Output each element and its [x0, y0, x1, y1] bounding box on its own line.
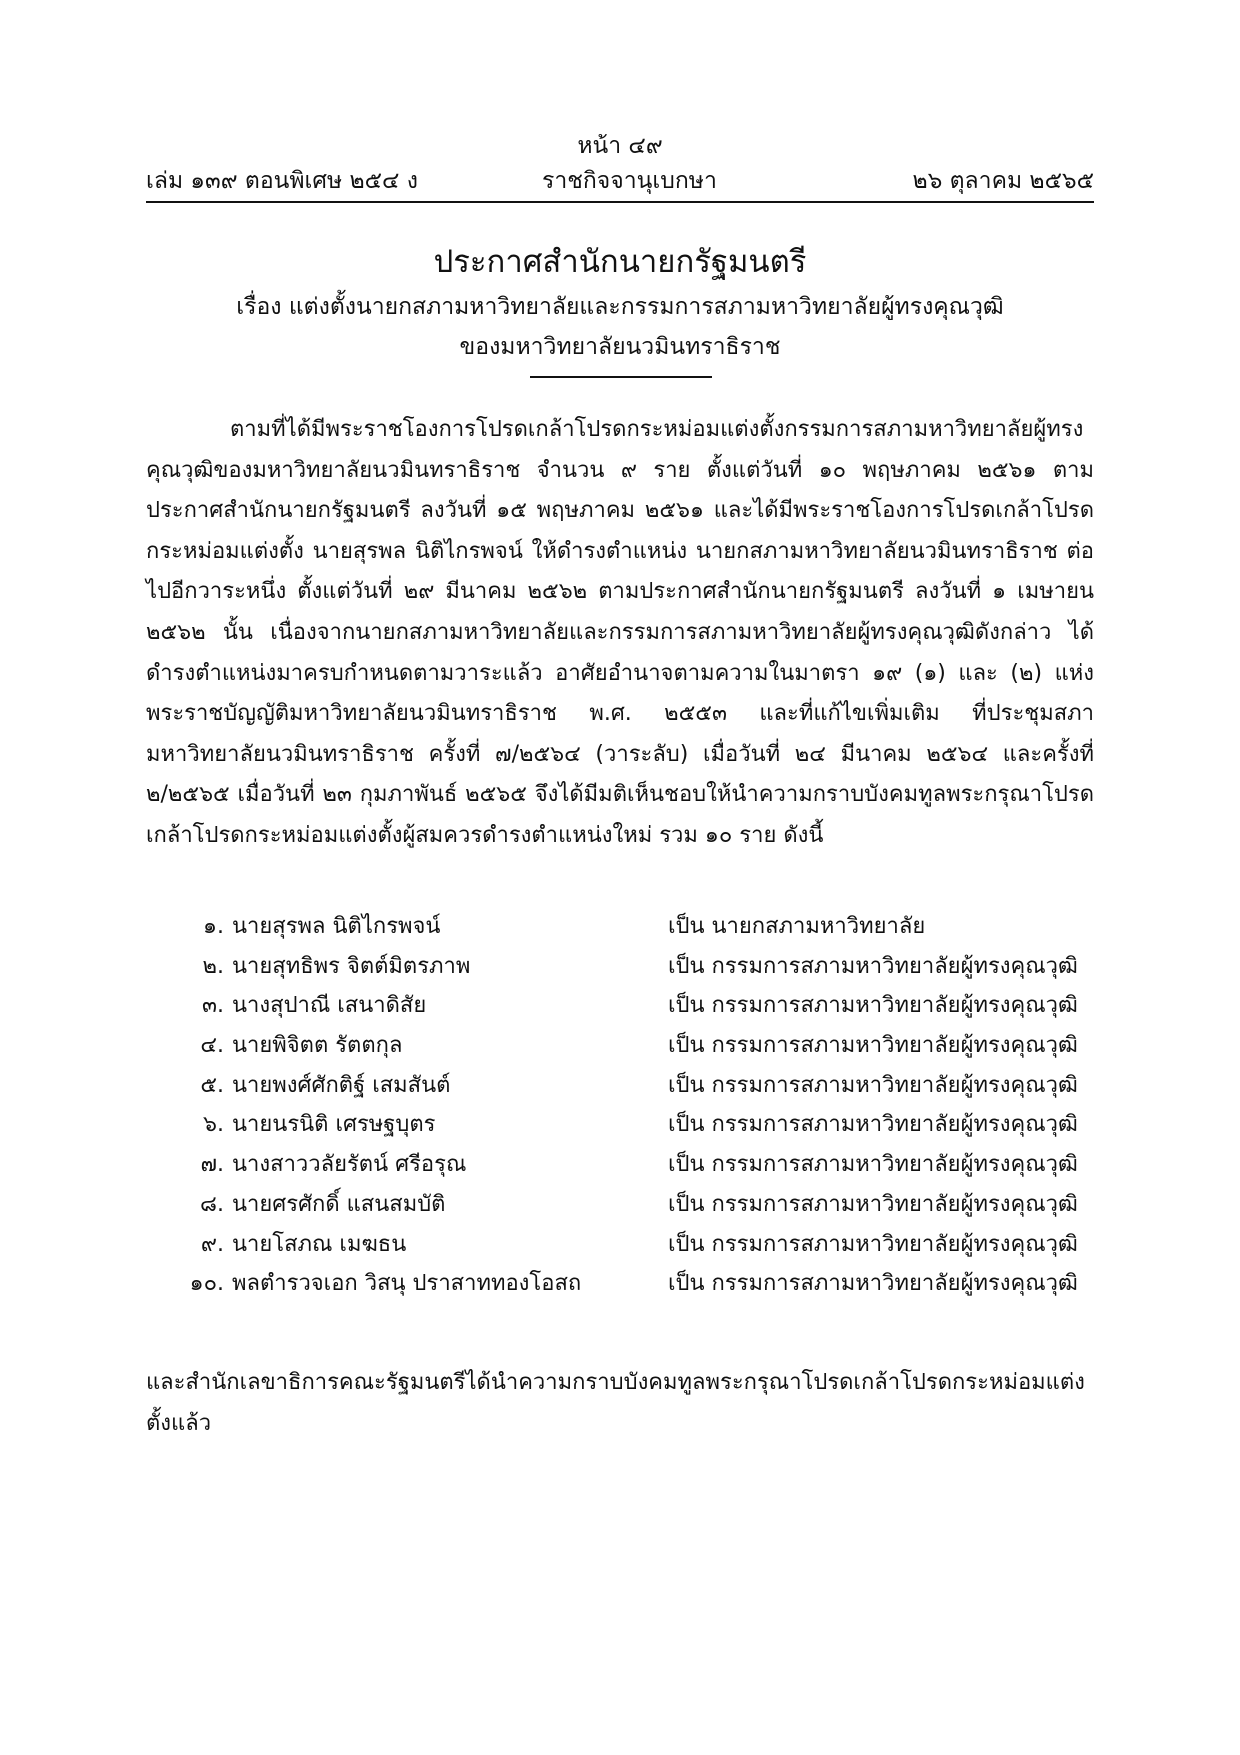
- page-number: หน้า ๔๙: [577, 133, 663, 159]
- appointee-role: เป็น กรรมการสภามหาวิทยาลัยผู้ทรงคุณวุฒิ: [668, 993, 1078, 1019]
- appointee-role: เป็น กรรมการสภามหาวิทยาลัยผู้ทรงคุณวุฒิ: [668, 1271, 1078, 1297]
- title-divider: [530, 376, 712, 378]
- appointee-number: ๙.: [200, 1231, 224, 1257]
- volume-issue: เล่ม ๑๓๙ ตอนพิเศษ ๒๕๔ ง: [146, 168, 418, 194]
- appointee-number: ๗.: [200, 1152, 224, 1178]
- list-item: [146, 1067, 1094, 1107]
- appointee-name: นางสุปาณี เสนาดิสัย: [232, 993, 427, 1019]
- appointee-name: นายพิจิตต รัตตกุล: [232, 1033, 403, 1059]
- list-item: [146, 908, 1094, 948]
- list-item: [146, 1265, 1094, 1305]
- appointee-number: ๕.: [200, 1072, 224, 1098]
- appointee-name: นางสาววลัยรัตน์ ศรีอรุณ: [232, 1152, 467, 1178]
- appointee-role: เป็น กรรมการสภามหาวิทยาลัยผู้ทรงคุณวุฒิ: [668, 953, 1078, 979]
- list-item: [146, 1106, 1094, 1146]
- list-item: [146, 1226, 1094, 1266]
- appointee-role: เป็น กรรมการสภามหาวิทยาลัยผู้ทรงคุณวุฒิ: [668, 1191, 1078, 1217]
- gazette-header: [146, 163, 1094, 199]
- appointee-role: เป็น กรรมการสภามหาวิทยาลัยผู้ทรงคุณวุฒิ: [668, 1231, 1078, 1257]
- appointee-list: [146, 908, 1094, 1305]
- list-item: [146, 1186, 1094, 1226]
- appointee-role: เป็น กรรมการสภามหาวิทยาลัยผู้ทรงคุณวุฒิ: [668, 1152, 1078, 1178]
- appointee-name: นายพงศ์ศักติฐ์ เสมสันต์: [232, 1072, 451, 1098]
- header-divider: [146, 201, 1094, 203]
- appointee-number: ๔.: [200, 1033, 224, 1059]
- list-item: [146, 1027, 1094, 1067]
- appointee-role: เป็น กรรมการสภามหาวิทยาลัยผู้ทรงคุณวุฒิ: [668, 1033, 1078, 1059]
- closing-paragraph: และสำนักเลขาธิการคณะรัฐมนตรีได้นำความกราบบังคมทูลพระกรุณาโปรดเกล้าโปรดกระหม่อมแต่งตั้งแล้ว: [146, 1370, 1085, 1436]
- appointee-name: นายสุทธิพร จิตต์มิตรภาพ: [232, 953, 471, 979]
- appointee-role: เป็น กรรมการสภามหาวิทยาลัยผู้ทรงคุณวุฒิ: [668, 1072, 1078, 1098]
- appointee-name: นายศรศักดิ์ แสนสมบัติ: [232, 1191, 446, 1217]
- appointee-role: เป็น กรรมการสภามหาวิทยาลัยผู้ทรงคุณวุฒิ: [668, 1112, 1078, 1138]
- list-item: [146, 948, 1094, 988]
- appointee-name: นายสุรพล นิติไกรพจน์: [232, 914, 441, 939]
- appointee-number: ๑๐.: [189, 1271, 224, 1297]
- appointee-number: ๒.: [202, 953, 224, 979]
- appointee-number: ๖.: [203, 1112, 224, 1138]
- publication-date: ๒๖ ตุลาคม ๒๕๖๕: [912, 168, 1094, 194]
- list-item: [146, 1146, 1094, 1186]
- appointee-name: นายนรนิติ เศรษฐบุตร: [232, 1112, 436, 1138]
- announcement-subject: เรื่อง แต่งตั้งนายกสภามหาวิทยาลัยและกรรมการสภามหาวิทยาลัยผู้ทรงคุณวุฒิ: [236, 294, 1004, 320]
- body-paragraph: ตามที่ได้มีพระราชโองการโปรดเกล้าโปรดกระหม่อมแต่งตั้งกรรมการสภามหาวิทยาลัยผู้ทรงคุณวุฒิของมหาวิทยาลัยนวมินทราธิราช จำนวน ๙ ราย ตั้งแต่วันที่ ๑๐ พฤษภาคม ๒๕๖๑ ตามประกาศสำนักนายกรัฐมนตรี ลงวันที่ ๑๕ พฤษภาคม ๒๕๖๑ และได้มีพระราชโองการโปรดเกล้าโปรดกระหม่อมแต่งตั้ง นายสุรพล นิติไกรพจน์ ให้ดำรงตำแหน่ง นายกสภามหาวิทยาลัยนวมินทราธิราช ต่อไปอีกวาระหนึ่ง ตั้งแต่วันที่ ๒๙ มีนาคม ๒๕๖๒ ตามประกาศสำนักนายกรัฐมนตรี ลงวันที่ ๑ เมษายน ๒๕๖๒ นั้น เนื่องจากนายกสภามหาวิทยาลัยและกรรมการสภามหาวิทยาลัยผู้ทรงคุณวุฒิดังกล่าว ได้ดำรงตำแหน่งมาครบกำหนดตามวาระแล้ว อาศัยอำนาจตามความในมาตรา ๑๙ (๑) และ (๒) แห่งพระราชบัญญัติมหาวิทยาลัยนวมินทราธิราช พ.ศ. ๒๕๕๓ และที่แก้ไขเพิ่มเติม ที่ประชุมสภามหาวิทยาลัยนวมินทราธิราช ครั้งที่ ๗/๒๕๖๔ (วาระลับ) เมื่อวันที่ ๒๔ มีนาคม ๒๕๖๔ และครั้งที่ ๒/๒๕๖๕ เมื่อวันที่ ๒๓ กุมภาพันธ์ ๒๕๖๕ จึงได้มีมติเห็นชอบให้นำความกราบบังคมทูลพระกรุณาโปรดเกล้าโปรดกระหม่อมแต่งตั้งผู้สมควรดำรงตำแหน่งใหม่ รวม ๑๐ ราย ดังนี้: [146, 417, 1094, 848]
- gazette-name: ราชกิจจานุเบกษา: [542, 168, 717, 194]
- list-item: [146, 987, 1094, 1027]
- appointee-number: ๓.: [201, 993, 224, 1019]
- announcement-subject-continued: ของมหาวิทยาลัยนวมินทราธิราช: [459, 334, 781, 360]
- appointee-number: ๑.: [203, 914, 224, 939]
- appointee-name: พลตำรวจเอก วิสนุ ปราสาททองโอสถ: [232, 1271, 582, 1297]
- appointee-role: เป็น นายกสภามหาวิทยาลัย: [668, 914, 926, 939]
- appointee-name: นายโสภณ เมฆธน: [232, 1231, 407, 1257]
- announcement-title: ประกาศสำนักนายกรัฐมนตรี: [433, 244, 807, 280]
- appointee-number: ๘.: [200, 1191, 224, 1217]
